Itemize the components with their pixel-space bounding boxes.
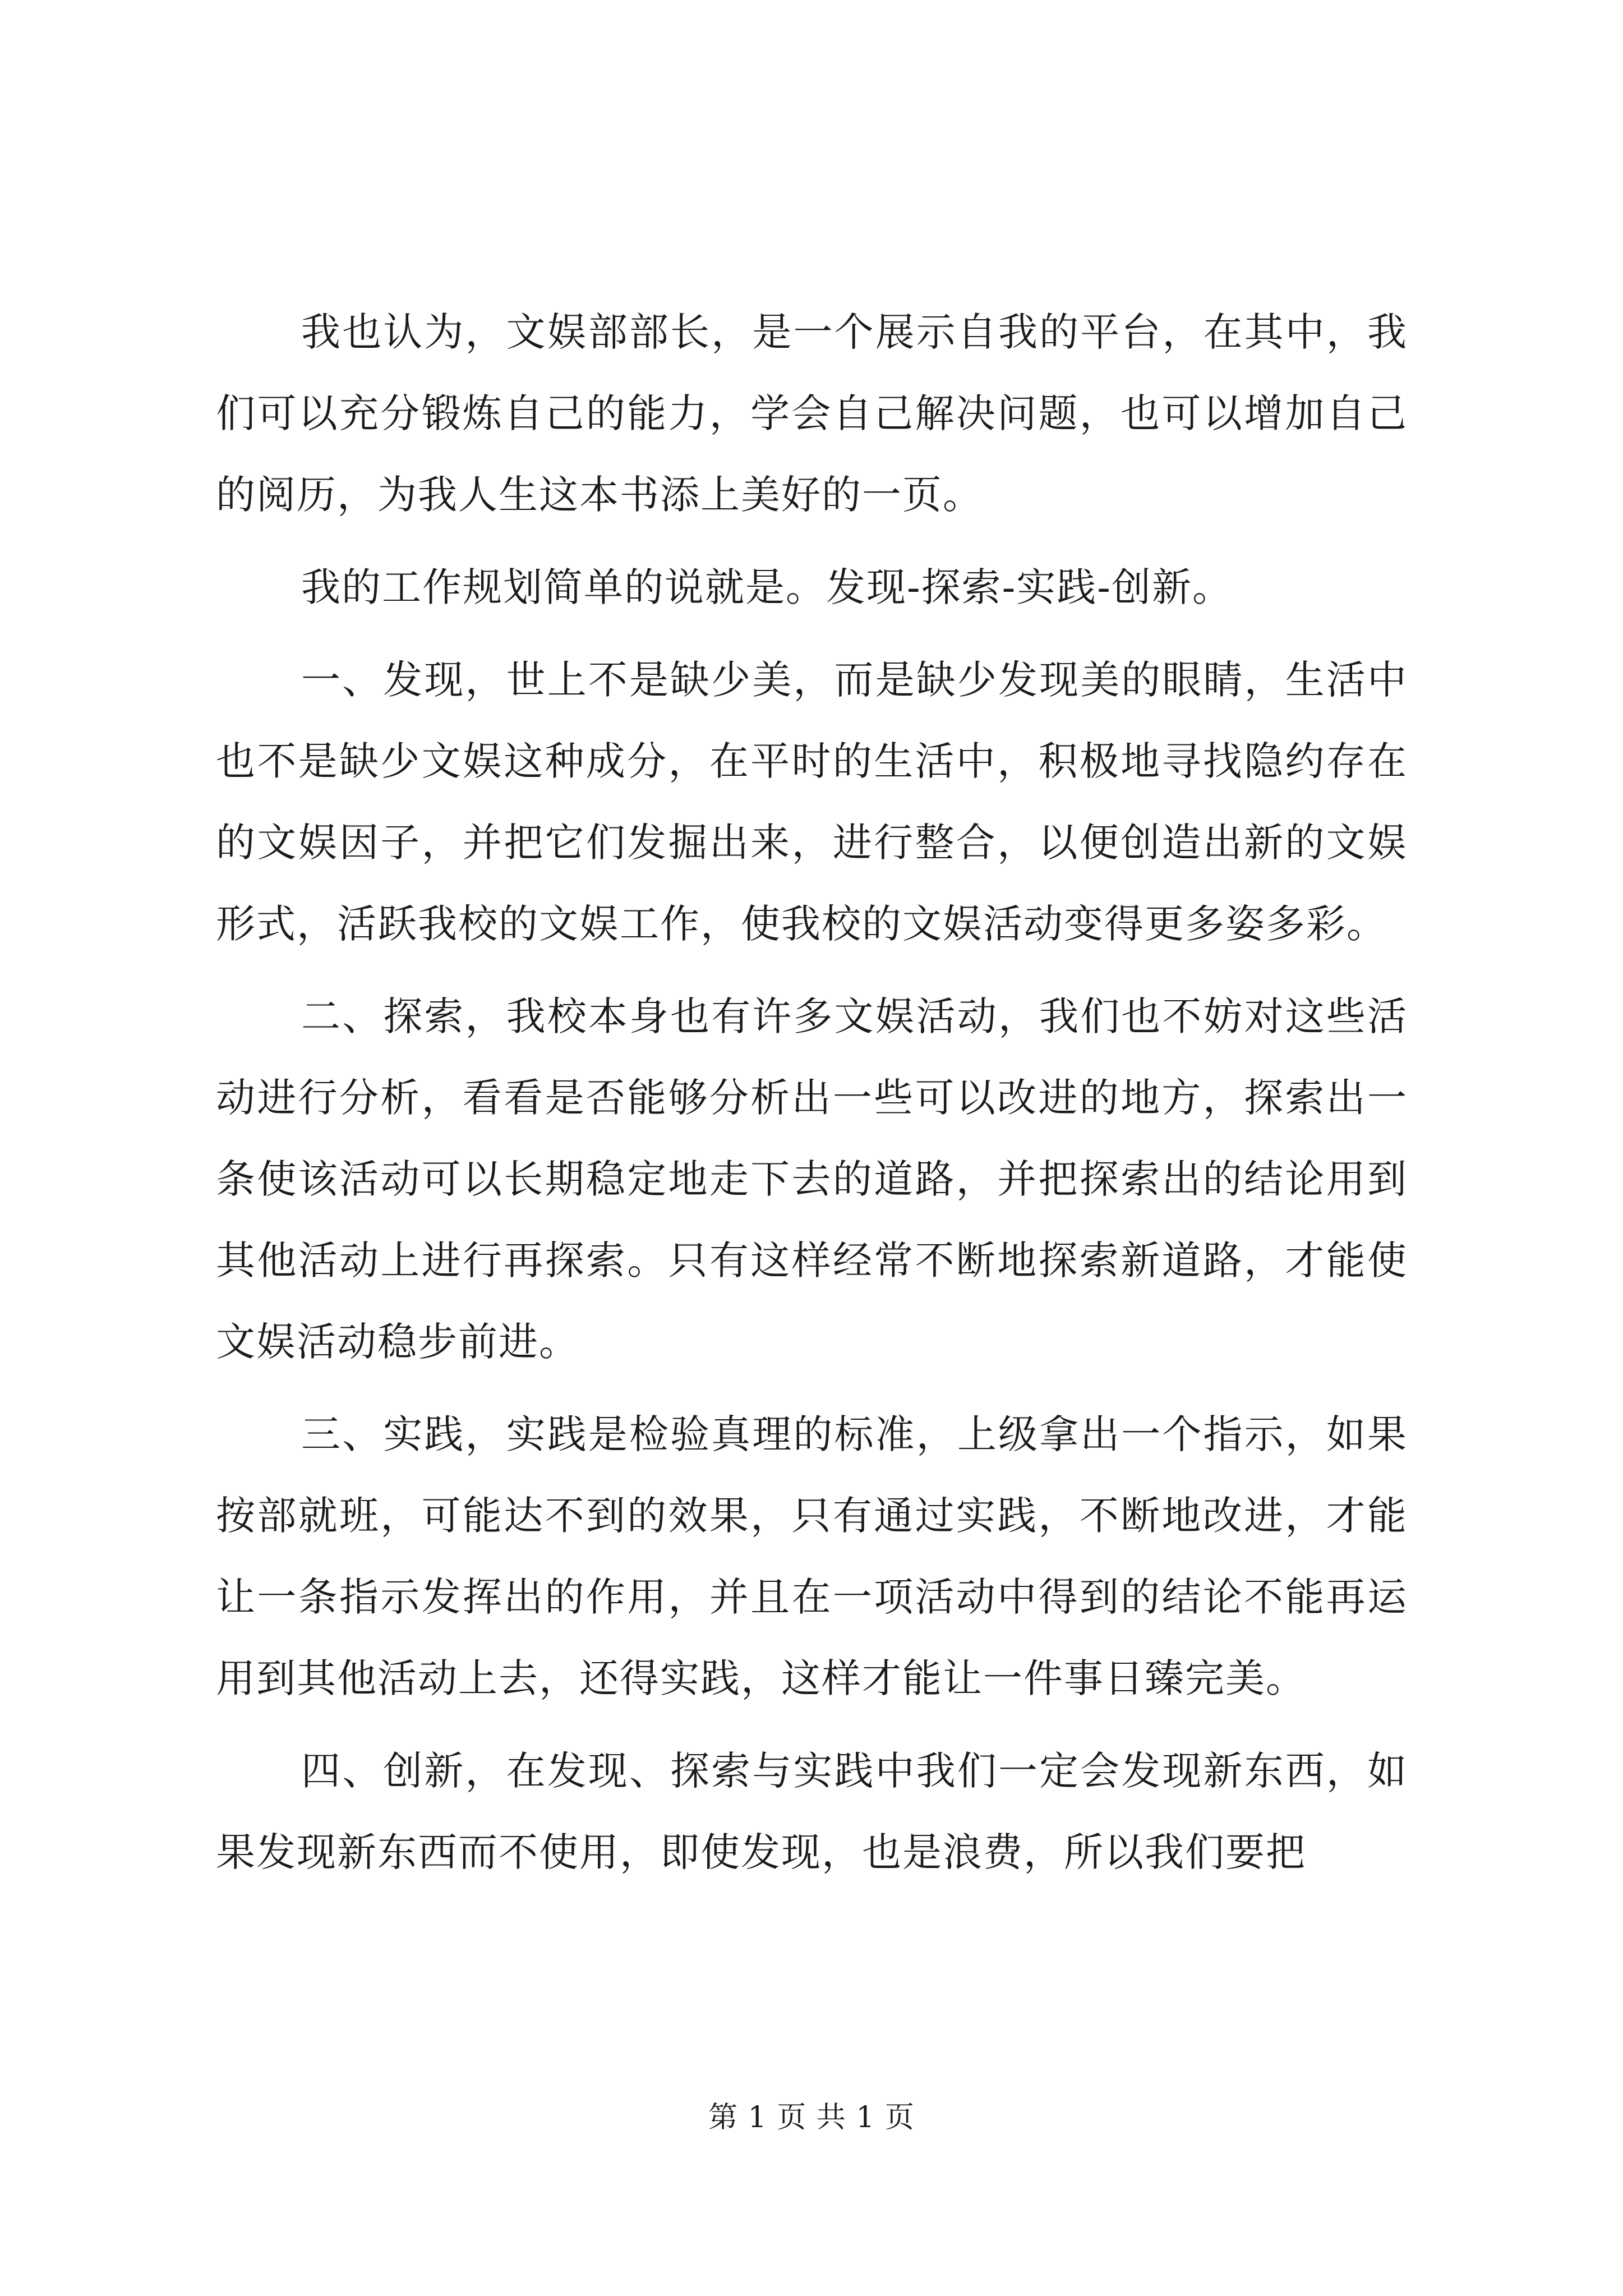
paragraph-explore: 二、探索，我校本身也有许多文娱活动，我们也不妨对这些活动进行分析，看看是否能够分析出一些可以改进的地方，探索出一条使该活动可以长期稳定地走下去的道路，并把探索出的结论用到其他活动上进行再探索。只有这样经常不断地探索新道路，才能使文娱活动稳步前进。 <box>216 993 1408 1365</box>
page-footer: 第 1 页 共 1 页 <box>708 2101 915 2134</box>
paragraph-innovate: 四、创新，在发现、探索与实践中我们一定会发现新东西，如果发现新东西而不使用，即使发现，也是浪费，所以我们要把 <box>216 1748 1408 1875</box>
paragraph-plan-summary: 我的工作规划简单的说就是。发现-探索-实践-创新。 <box>301 564 1233 610</box>
document-body <box>216 292 1408 1904</box>
paragraph-intro: 我也认为，文娱部部长，是一个展示自我的平台，在其中，我们可以充分锻炼自己的能力，学会自己解决问题，也可以增加自己的阅历，为我人生这本书添上美好的一页。 <box>216 309 1408 518</box>
paragraph-practice: 三、实践，实践是检验真理的标准，上级拿出一个指示，如果按部就班，可能达不到的效果，只有通过实践，不断地改进，才能让一条指示发挥出的作用，并且在一项活动中得到的结论不能再运用到其他活动上去，还得实践，这样才能让一件事日臻完美。 <box>216 1411 1408 1701</box>
paragraph-discover: 一、发现，世上不是缺少美，而是缺少发现美的眼睛，生活中也不是缺少文娱这种成分，在平时的生活中，积极地寻找隐约存在的文娱因子，并把它们发掘出来，进行整合，以便创造出新的文娱形式，活跃我校的文娱工作，使我校的文娱活动变得更多姿多彩。 <box>216 657 1408 947</box>
